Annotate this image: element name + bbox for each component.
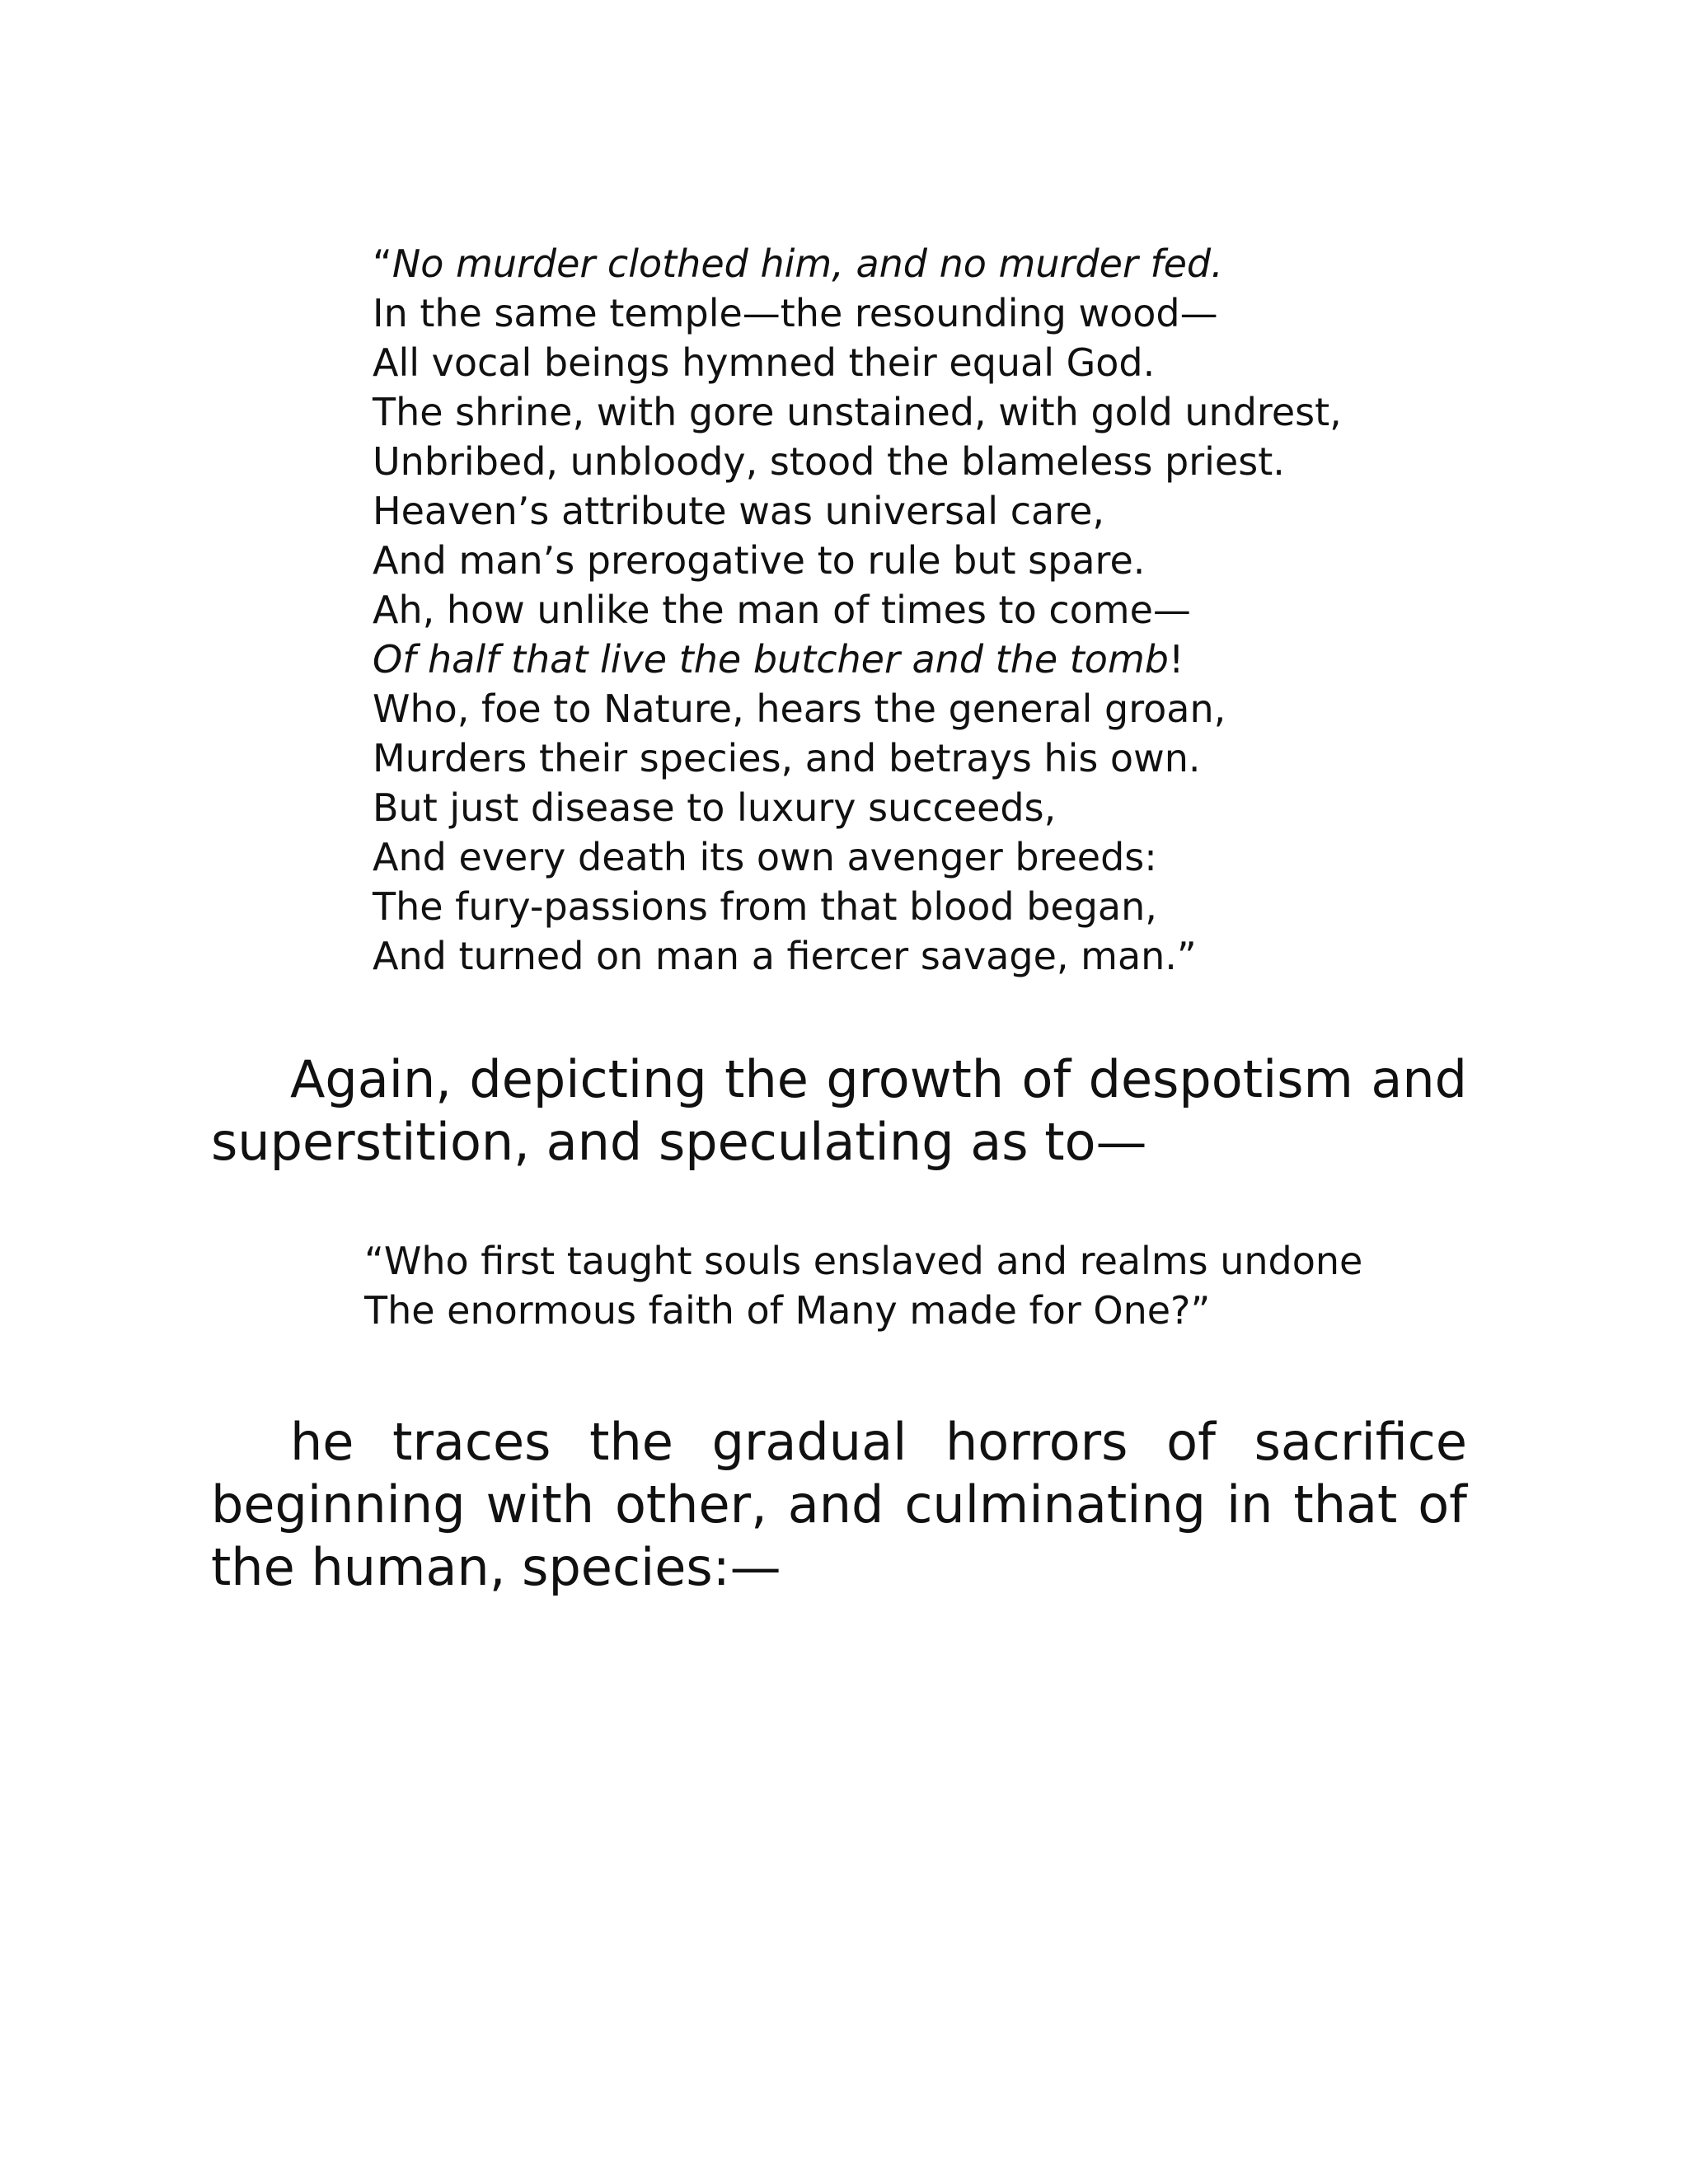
plain-text: ! bbox=[1168, 637, 1184, 682]
open-quote: “ bbox=[373, 241, 392, 286]
poem-line: All vocal beings hymned their equal God. bbox=[373, 340, 1156, 385]
poem-line bbox=[373, 239, 1342, 288]
body-paragraph-1: Again, depicting the growth of despotism and superstition, and speculating as to— bbox=[211, 1049, 1467, 1172]
poem-line: Murders their species, and betrays his own. bbox=[373, 736, 1201, 780]
poem-line: Heaven’s attribute was universal care, bbox=[373, 489, 1105, 533]
poem-line: The fury-passions from that blood began, bbox=[373, 884, 1157, 929]
poem-line: “Who first taught souls enslaved and realms undone bbox=[364, 1239, 1363, 1283]
poem-line: And every death its own avenger breeds: bbox=[373, 835, 1157, 879]
poem-line: In the same temple—the resounding wood— bbox=[373, 291, 1218, 335]
poem-line: Ah, how unlike the man of times to come— bbox=[373, 588, 1191, 632]
body-paragraph-2: he traces the gradual horrors of sacrifice beginning with other, and culminating in that of the human, species:— bbox=[211, 1412, 1467, 1597]
poem-line: The shrine, with gore unstained, with gold undrest, bbox=[373, 390, 1342, 434]
poem-line: But just disease to luxury succeeds, bbox=[373, 785, 1057, 830]
poem-line: Who, foe to Nature, hears the general groan, bbox=[373, 687, 1226, 731]
poem-line bbox=[373, 635, 1342, 684]
poem-line: The enormous faith of Many made for One?” bbox=[364, 1288, 1211, 1333]
poem-quotation-2 bbox=[364, 1236, 1362, 1335]
poem-line: And man’s prerogative to rule but spare. bbox=[373, 538, 1146, 583]
poem-line: And turned on man a fiercer savage, man.” bbox=[373, 934, 1197, 978]
italic-text: No murder clothed him, and no murder fed. bbox=[392, 241, 1223, 286]
poem-quotation-1 bbox=[373, 239, 1342, 981]
italic-text: Of half that live the butcher and the tomb bbox=[373, 637, 1169, 682]
poem-line: Unbribed, unbloody, stood the blameless priest. bbox=[373, 439, 1285, 484]
